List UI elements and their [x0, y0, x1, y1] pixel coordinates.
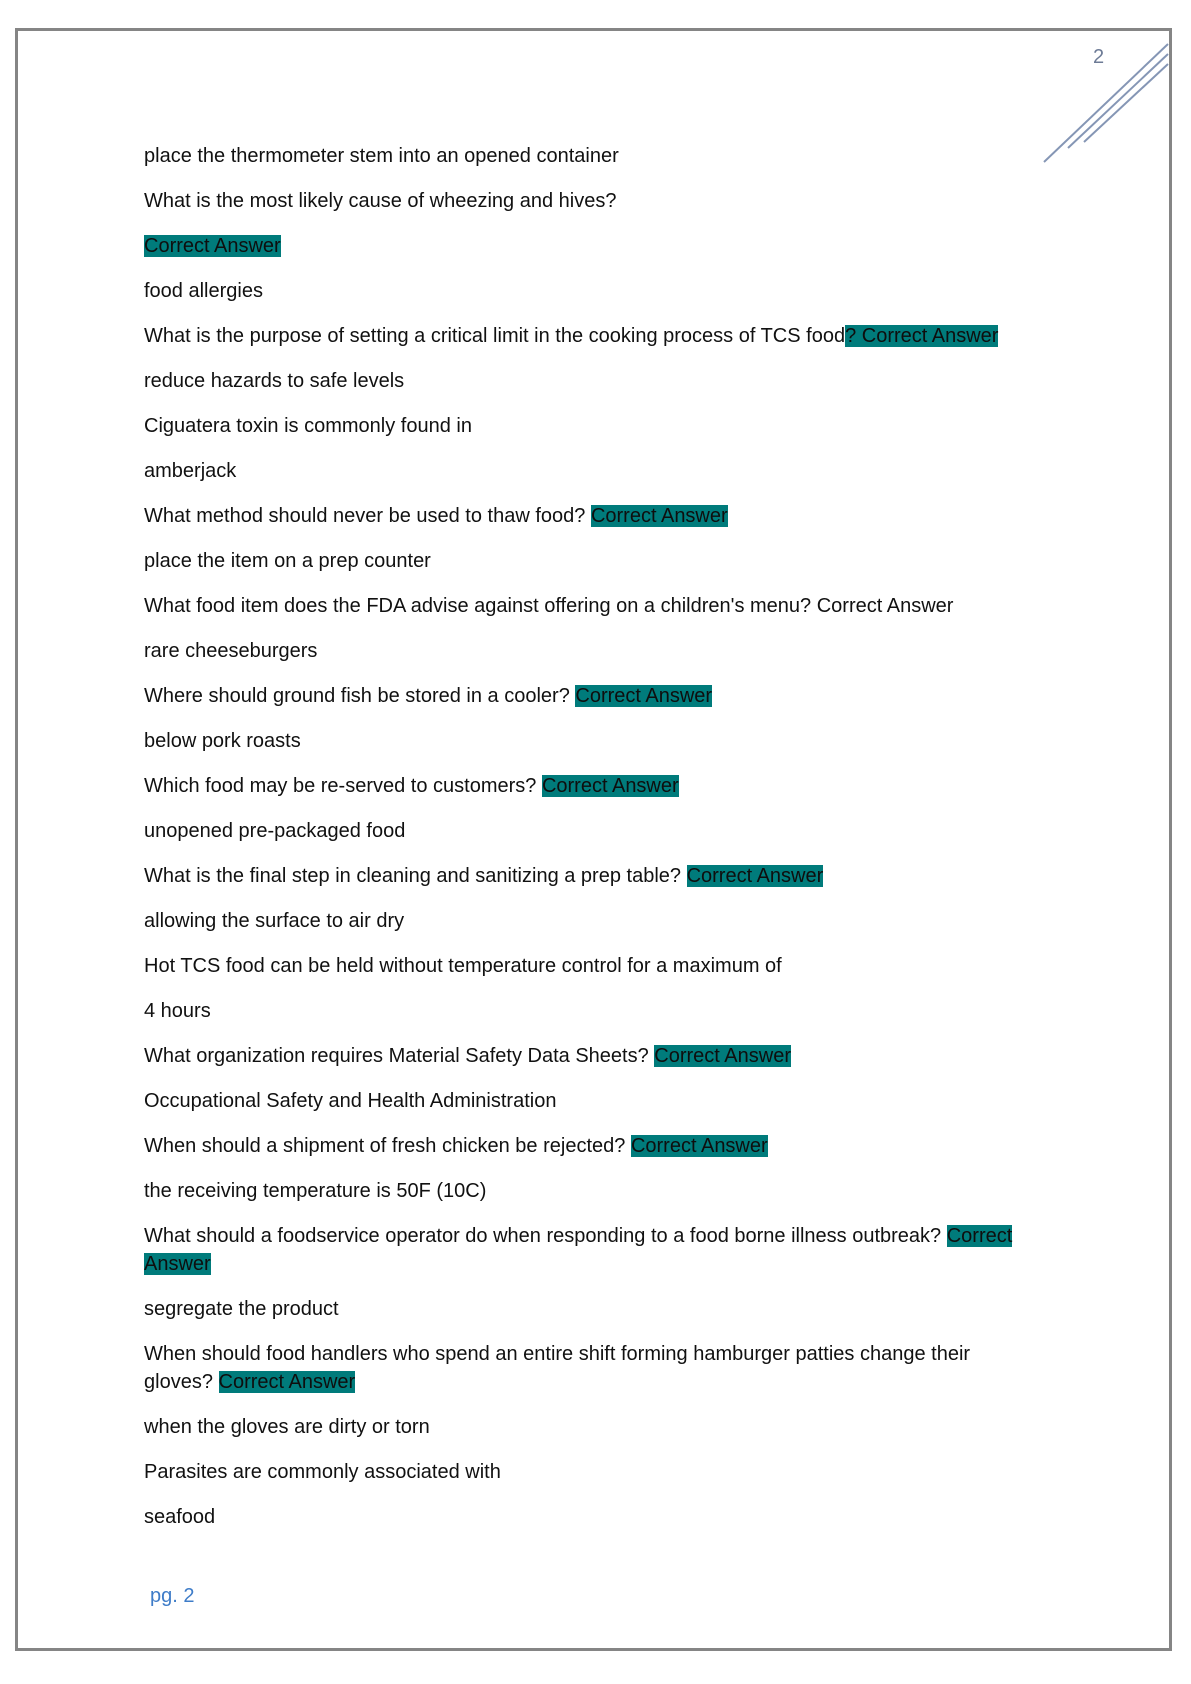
text-line: [144, 772, 1044, 800]
line-text: Parasites are commonly associated with: [144, 1461, 501, 1483]
line-text: Occupational Safety and Health Administration: [144, 1090, 557, 1112]
line-text: when the gloves are dirty or torn: [144, 1416, 430, 1438]
text-line: [144, 952, 1044, 980]
text-line: [144, 1177, 1044, 1205]
line-text: the receiving temperature is 50F (10C): [144, 1180, 487, 1202]
text-line: [144, 682, 1044, 710]
line-text: What method should never be used to thaw food?: [144, 505, 591, 527]
line-text: segregate the product: [144, 1298, 339, 1320]
text-line: [144, 322, 1044, 350]
text-line: [144, 907, 1044, 935]
line-text: When should a shipment of fresh chicken be rejected?: [144, 1135, 631, 1157]
text-line: [144, 592, 1044, 620]
line-text: rare cheeseburgers: [144, 640, 318, 662]
line-text: Where should ground fish be stored in a cooler?: [144, 685, 576, 707]
text-line: [144, 1503, 1044, 1531]
text-line: [144, 1413, 1044, 1441]
correct-answer-highlight: Correct Answer: [686, 865, 824, 887]
text-line: [144, 1295, 1044, 1323]
correct-answer-highlight: Correct Answer: [144, 1225, 1013, 1275]
line-text: below pork roasts: [144, 730, 301, 752]
line-text: What food item does the FDA advise against offering on a children's menu? Correct Answer: [144, 595, 954, 617]
text-line: [144, 412, 1044, 440]
header-page-number: 2: [1093, 46, 1105, 68]
line-text: allowing the surface to air dry: [144, 910, 405, 932]
text-line: [144, 1132, 1044, 1160]
text-line: [144, 1042, 1044, 1070]
correct-answer-highlight: Correct Answer: [541, 775, 679, 797]
line-text: When should food handlers who spend an entire shift forming hamburger patties change their gloves?: [144, 1343, 971, 1393]
text-line: [144, 277, 1044, 305]
text-line: [144, 142, 1044, 170]
text-line: [144, 232, 1044, 260]
correct-answer-highlight: Correct Answer: [144, 235, 281, 257]
line-text: place the thermometer stem into an opened container: [144, 145, 619, 167]
footer-page-label: pg. 2: [150, 1585, 195, 1607]
text-line: [144, 997, 1044, 1025]
text-line: [144, 1458, 1044, 1486]
text-line: [144, 727, 1044, 755]
line-text: place the item on a prep counter: [144, 550, 431, 572]
corner-decoration: [1040, 40, 1170, 165]
line-text: What organization requires Material Safety Data Sheets?: [144, 1045, 655, 1067]
text-line: [144, 817, 1044, 845]
text-line: [144, 457, 1044, 485]
text-line: [144, 862, 1044, 890]
text-line: [144, 637, 1044, 665]
line-text: What is the purpose of setting a critical limit in the cooking process of TCS food: [144, 325, 846, 347]
line-text: food allergies: [144, 280, 263, 302]
correct-answer-highlight: ? Correct Answer: [845, 325, 999, 347]
line-text: unopened pre-packaged food: [144, 820, 406, 842]
text-line: [144, 187, 1044, 215]
line-text: Hot TCS food can be held without temperature control for a maximum of: [144, 955, 782, 977]
line-text: What should a foodservice operator do when responding to a food borne illness outbreak?: [144, 1225, 947, 1247]
text-line: [144, 502, 1044, 530]
line-text: Which food may be re-served to customers?: [144, 775, 542, 797]
text-line: [144, 1087, 1044, 1115]
correct-answer-highlight: Correct Answer: [218, 1371, 356, 1393]
line-text: What is the most likely cause of wheezing and hives?: [144, 190, 617, 212]
line-text: reduce hazards to safe levels: [144, 370, 405, 392]
text-line: [144, 547, 1044, 575]
line-text: amberjack: [144, 460, 237, 482]
line-text: seafood: [144, 1506, 216, 1528]
correct-answer-highlight: Correct Answer: [590, 505, 728, 527]
correct-answer-highlight: Correct Answer: [575, 685, 713, 707]
correct-answer-highlight: Correct Answer: [654, 1045, 791, 1067]
document-body: [144, 142, 1044, 1548]
line-text: Ciguatera toxin is commonly found in: [144, 415, 472, 437]
correct-answer-highlight: Correct Answer: [630, 1135, 768, 1157]
line-text: What is the final step in cleaning and sanitizing a prep table?: [144, 865, 687, 887]
text-line: [144, 1222, 1044, 1278]
text-line: [144, 367, 1044, 395]
line-text: 4 hours: [144, 1000, 211, 1022]
text-line: [144, 1340, 1044, 1396]
